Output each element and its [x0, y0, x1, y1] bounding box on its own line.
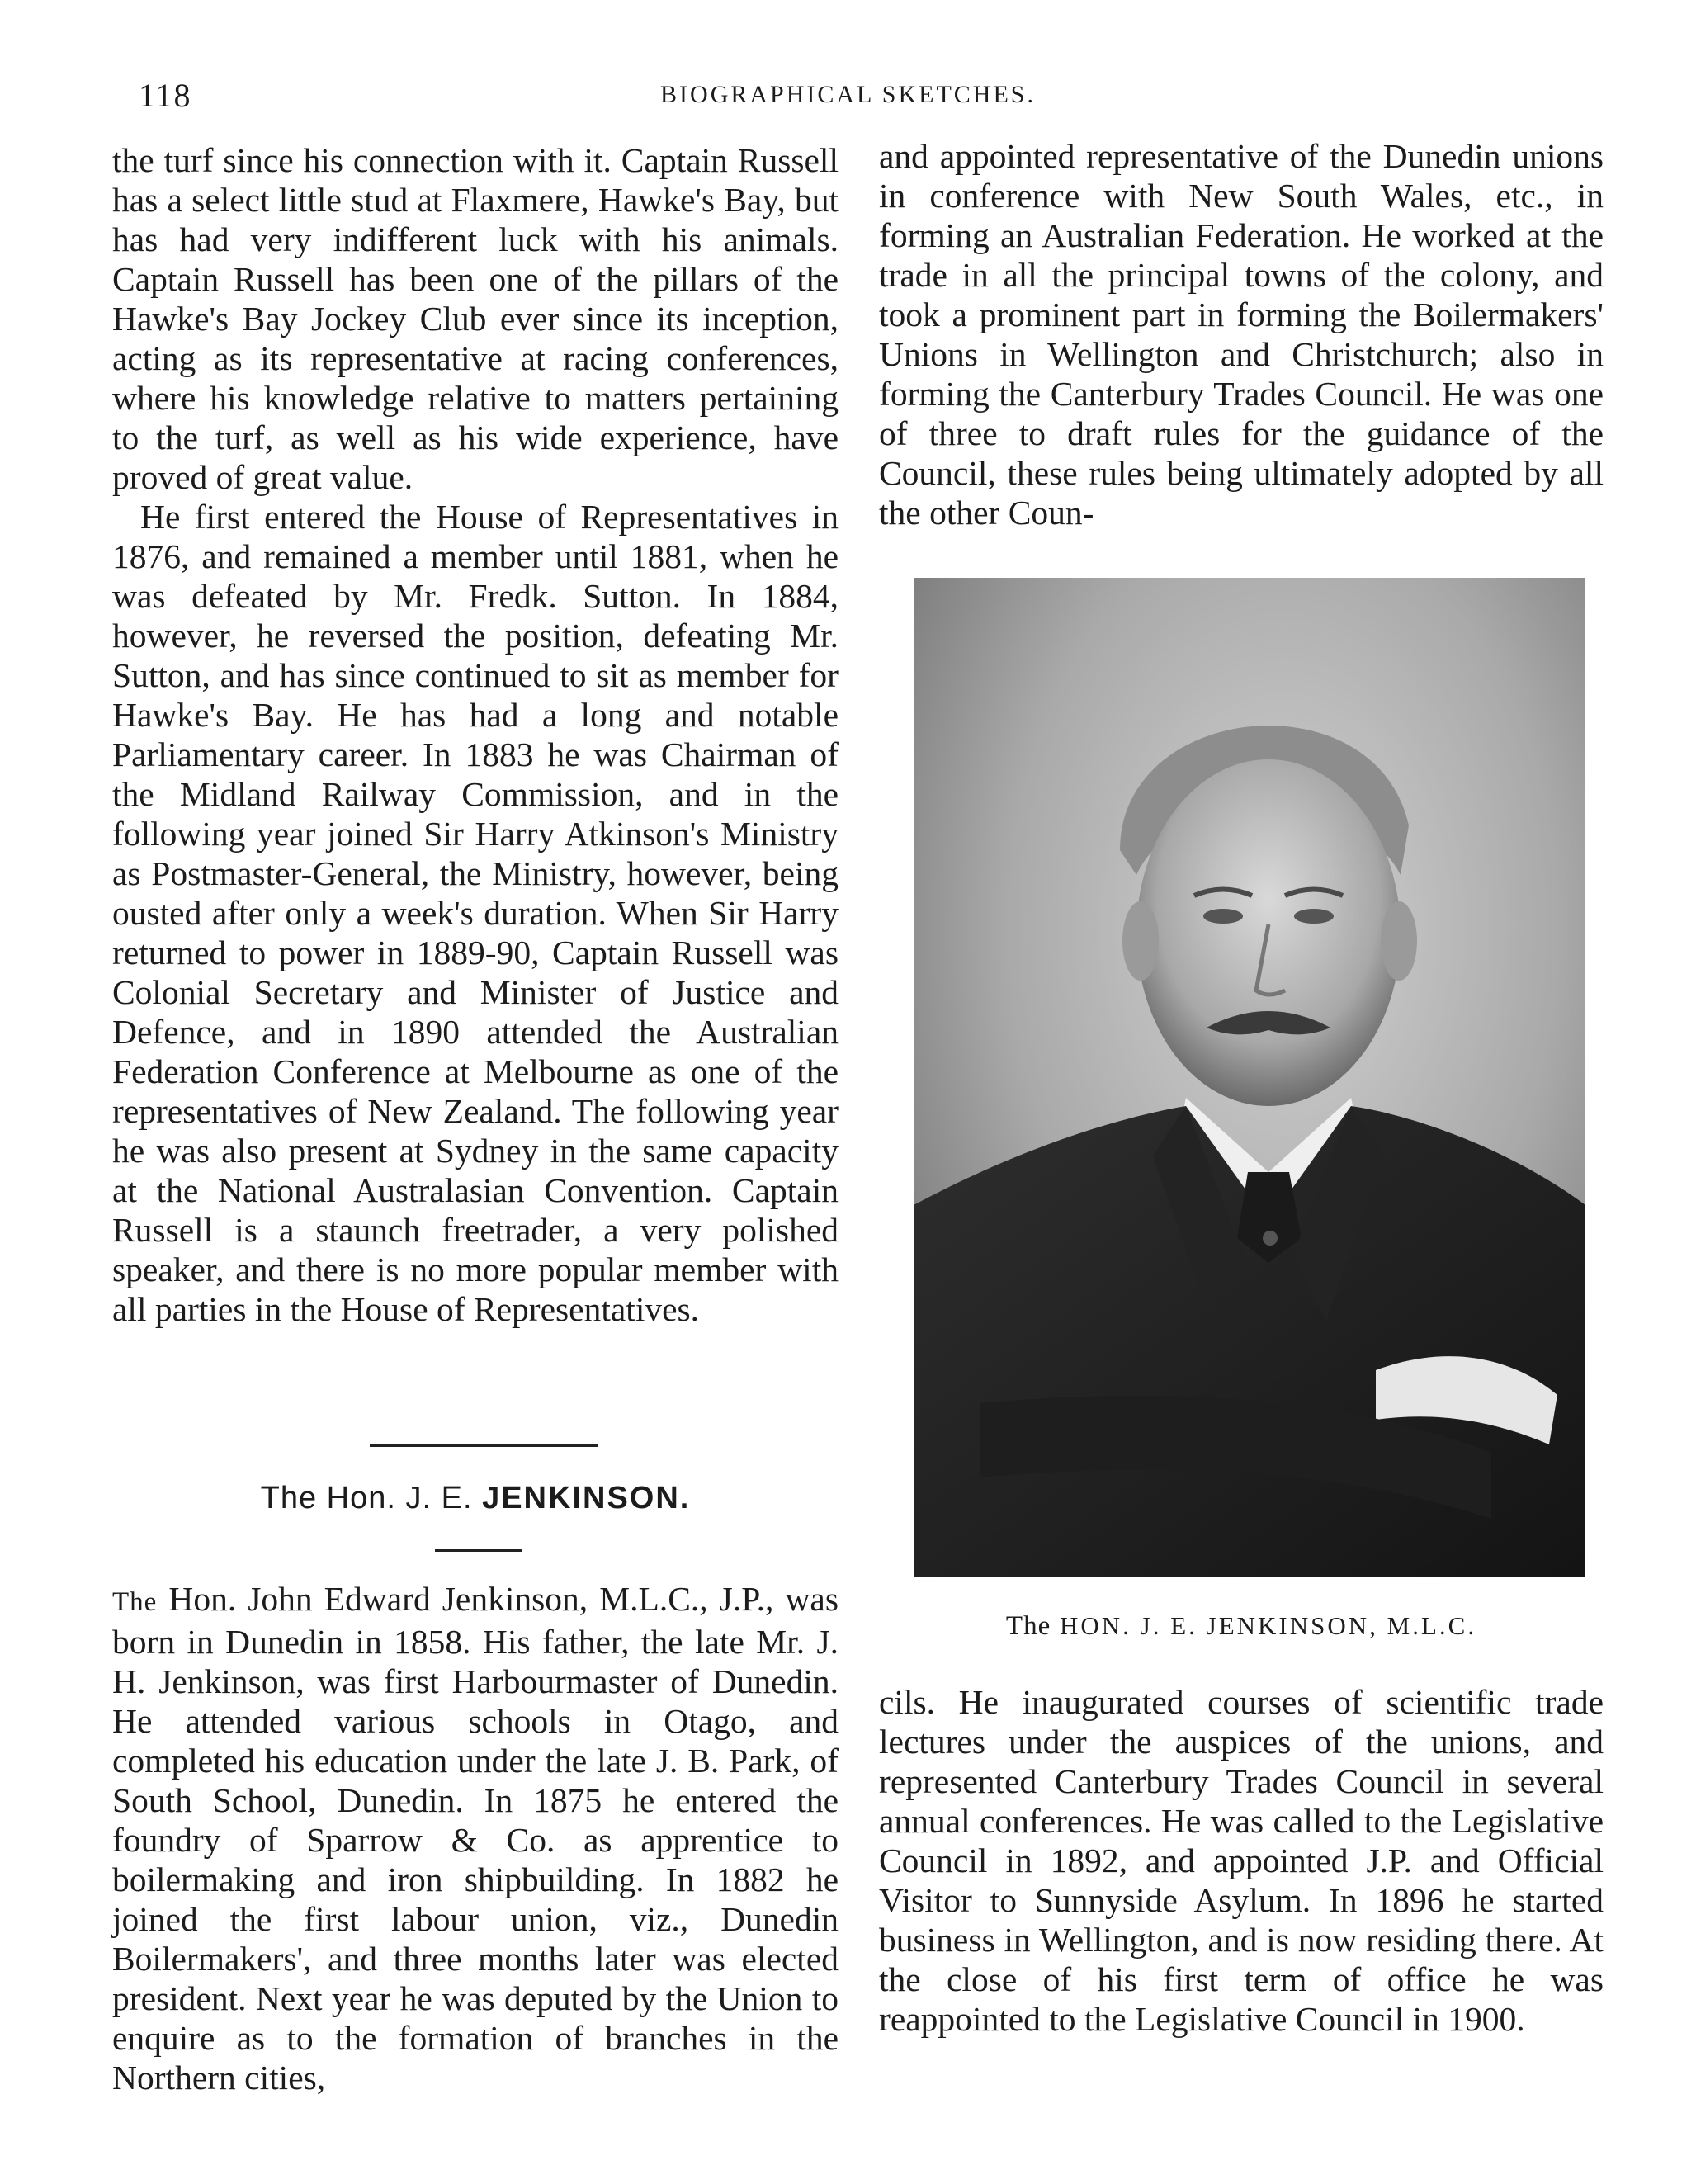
caption-first-word: The: [1005, 1611, 1051, 1641]
right-column-top: [879, 136, 1604, 532]
paragraph-jenkinson-council: cils. He inaugurated courses of scientific trade lectures under the auspices of the unions, and represented Canterbury Trades Council in several annual conferences. He was called to the Legislative Council in 1892, and appointed J.P. and Official Visitor to Sunnyside Asylum. In 1896 he started business in Wellington, and is now residing there. At the close of his first term of office he was reappointed to the Legislative Council in 1900.: [879, 1683, 1604, 2038]
paragraph-jenkinson-text: Hon. John Edward Jenkinson, M.L.C., J.P., was born in Dunedin in 1858. His father, the late Mr. J. H. Jenkinson, was first Harbourmaster of Dunedin. He attended various schools in Otago, and completed his education under the late J. B. Park, of South School, Dunedin. In 1875 he entered the foundry of Sparrow & Co. as apprentice to boilermaking and iron shipbuilding. In 1882 he joined the first labour union, viz., Dunedin Boilermakers', and three months later was elected president. Next year he was deputed by the Union to enquire as to the formation of branches in the Northern cities,: [112, 1580, 839, 2097]
section-heading: [112, 1481, 839, 1516]
paragraph-russell-turf: the turf since his connection with it. Captain Russell has a select little stud at Flaxmere, Hawke's Bay, but has had very indifferent luck with his animals. Captain Russell has been one of the pillars of the Hawke's Bay Jockey Club ever since its inception, acting as its representative at racing conferences, where his knowledge relative to matters pertaining to the turf, as well as his wide experience, have proved of great value.: [112, 141, 839, 496]
heading-prefix: The Hon. J. E.: [260, 1481, 473, 1515]
portrait-photo: [914, 578, 1585, 1577]
jenkinson-bio-left: [112, 1579, 839, 2097]
left-column: [112, 140, 839, 1329]
caption-rest: HON. J. E. JENKINSON, M.L.C.: [1051, 1611, 1477, 1640]
section-divider-rule: [370, 1444, 598, 1447]
right-column-bottom: [879, 1682, 1604, 2039]
heading-name: JENKINSON.: [482, 1481, 691, 1515]
paragraph-russell-career: He first entered the House of Representatives in 1876, and remained a member until 1881, when he was defeated by Mr. Fredk. Sutton. In 1884, however, he reversed the position, defeating Mr. Sutton, and has since continued to sit as member for Hawke's Bay. He has had a long and notable Parliamentary career. In 1883 he was Chairman of the Midland Railway Commission, and in the following year joined Sir Harry Atkinson's Ministry as Postmaster-General, the Ministry, however, being ousted after only a week's duration. When Sir Harry returned to power in 1889-90, Captain Russell was Colonial Secretary and Minister of Justice and Defence, and in 1890 attended the Australian Federation Conference at Melbourne as one of the representatives of New Zealand. The following year he was also present at Sydney in the same capacity at the National Australasian Convention. Captain Russell is a staunch freetrader, a very polished speaker, and there is no more popular member with all parties in the House of Representatives.: [112, 498, 839, 1328]
figure-caption: [879, 1611, 1604, 1642]
drop-word: The: [112, 1587, 158, 1617]
page-number: 118: [139, 77, 192, 114]
portrait-illustration: [914, 578, 1585, 1577]
paragraph-jenkinson-unions: and appointed representative of the Dunedin unions in conference with New South Wales, etc., in forming an Australian Federation. He worked at the trade in all the principal towns of the colony, and took a prominent part in forming the Boilermakers' Unions in Wellington and Christchurch; also in forming the Canterbury Trades Council. He was one of three to draft rules for the guidance of the Council, these rules being ultimately adopted by all the other Coun-: [879, 137, 1604, 532]
running-head: BIOGRAPHICAL SKETCHES.: [660, 81, 1036, 108]
paragraph-jenkinson-early-life: [112, 1579, 839, 2097]
heading-underline-rule: [435, 1549, 522, 1552]
